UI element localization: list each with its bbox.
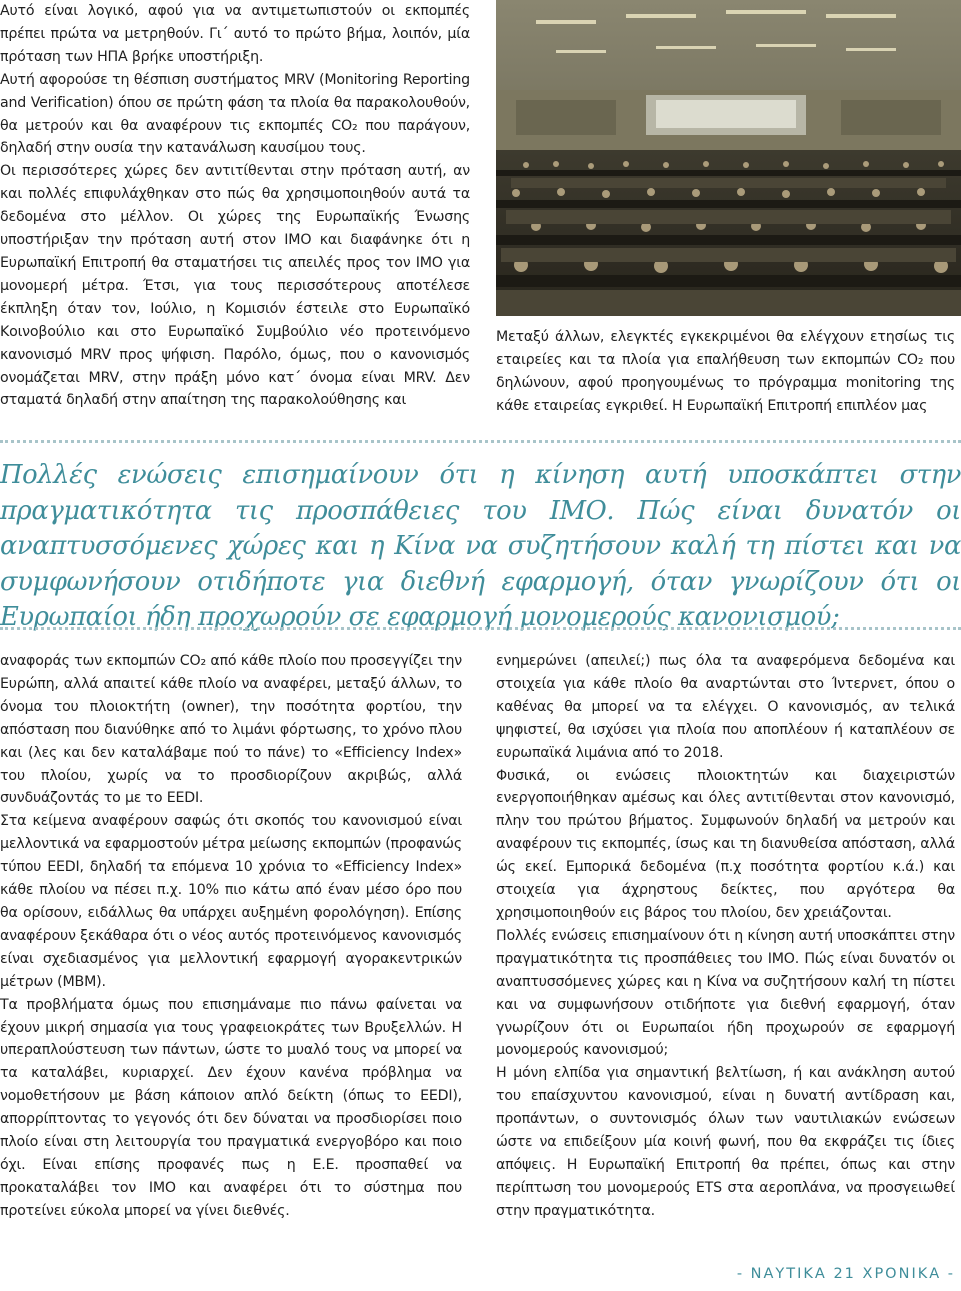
paragraph: Η μόνη ελπίδα για σημαντική βελτίωση, ή και ανάκληση αυτού του επαίσχυντου κανονισμού, είναι η δυνατή αντίδραση και, προπάντων, ο συντονισμός όλων των ναυτιλιακών ενώσεων ώστε να επιδείξουν μία κοινή φωνή, που θα εκφράζει τις ίδιες απόψεις. Η Ευρωπαϊκή Επιτροπή θα πρέπει, όπως και στην περίπτωση του μονομερούς ETS στα αεροπλάνα, να προσγειωθεί στην πραγματικότητα. [496, 1065, 955, 1219]
article-column-top-right [496, 326, 955, 418]
paragraph: Τα προβλήματα όμως που επισημάναμε πιο πάνω φαίνεται να έχουν μικρή σημασία για τους γραφειοκράτες των Βρυξελλών. Η υπεραπλούστευση των πάντων, ώστε το μυαλό τους να μπορεί να τα καταλάβει, κυριαρχεί. Δεν έχουν κανένα πρόβλημα να νομοθετήσουν με βάση κάποιον απλό δείκτη (όπως το EEDI), απορρίπτοντας το γεγονός ότι δεν δύναται να προσδιορίσει ποιο πλοίο είναι στη λειτουργία του πραγματικά ενεργοβόρο και ποιο όχι. Είναι επίσης προφανές πως η Ε.Ε. προσπαθεί να προκαταλάβει τον ΙΜΟ και αναφέρει ότι το σύστημα που προτείνει εύκολα μπορεί να γίνει διεθνές. [0, 996, 462, 1219]
paragraph: ενημερώνει (απειλεί;) πως όλα τα αναφερόμενα δεδομένα και στοιχεία για κάθε πλοίο θα αναρτώνται στο Ίντερνετ, όπου ο καθένας θα μπορεί να τα ελέγχει. Ο κανονισμός, αν τελικά ψηφιστεί, θα ισχύσει για πλοία που αποπλέουν ή καταπλέουν σε ευρωπαϊκά λιμάνια από το 2018. [496, 653, 955, 761]
conference-hall-illustration [496, 0, 961, 316]
paragraph: Πολλές ενώσεις επισημαίνουν ότι η κίνηση αυτή υποσκάπτει στην πραγματικότητα τις προσπάθειες του ΙΜΟ. Πώς είναι δυνατόν οι αναπτυσσόμενες χώρες και η Κίνα να συζητήσουν καλή τη πίστει και να συμφωνήσουν οτιδήποτε για διεθνή εφαρμογή, όταν γνωρίζουν ότι οι Ευρωπαίοι ήδη προχωρούν σε εφαρμογή μονομερούς κανονισμού; [496, 927, 955, 1059]
paragraph: Φυσικά, οι ενώσεις πλοιοκτητών και διαχειριστών ενεργοποιήθηκαν αμέσως και όλες αντιτίθενται στον κανονισμό, πλην του πρώτου βήματος. Συμφωνούν δηλαδή να μετρούν και αναφέρουν τις εκπομπές, ίσως και τη διανυθείσα απόσταση, αλλά ώς εκεί. Εμπορικά δεδομένα (π.χ ποσότητα φορτίου κ.ά.) και στοιχεία για άχρηστους δείκτες, που αργότερα θα χρησιμοποιηθούν εις βάρος του πλοίου, δεν χρειάζονται. [496, 767, 955, 921]
article-column-bottom-right [496, 650, 955, 1223]
paragraph: Αυτή αφορούσε τη θέσπιση συστήματος MRV (Monitoring Reporting and Verification) όπου σε πρώτη φάση τα πλοία θα παρακολουθούν, θα μετρούν και θα αναφέρουν τις εκπομπές CO₂ που παράγουν, δηλαδή στην ουσία την κατανάλωση καυσίμου τους. [0, 71, 470, 157]
divider-bottom [0, 627, 961, 630]
article-column-top-left [0, 0, 470, 412]
paragraph: Οι περισσότερες χώρες δεν αντιτίθενται στην πρόταση αυτή, αν και πολλές επιφυλάχθηκαν στο πώς θα χρησιμοποιηθούν αυτά τα δεδομένα στο μέλλον. Οι χώρες της Ευρωπαϊκής Ένωσης υποστήριξαν την πρόταση αυτή στον ΙΜΟ και διαφάνηκε ότι η Ευρωπαϊκή Επιτροπή θα σταματήσει τις απειλές προς τον ΙΜΟ για μονομερή μέτρα. Έτσι, για τους περισσότερους αποτέλεσε έκπληξη όταν τον, Ιούλιο, η Κομισιόν έστειλε στο Ευρωπαϊκό Κοινοβούλιο και στο Ευρωπαϊκό Συμβούλιο νέο προτεινόμενο κανονισμό MRV προς ψήφιση. Παρόλο, όμως, που ο κανονισμός ονομάζεται MRV, στην πράξη μόνο κατ΄ όνομα είναι MRV. Δεν σταματά δηλαδή στην απαίτηση της παρακολούθησης και [0, 163, 470, 409]
divider-top [0, 440, 961, 443]
page-footer: - ΝΑΥΤΙΚΑ 21 ΧΡΟΝΙΚΑ - [736, 1266, 955, 1282]
article-column-bottom-left [0, 650, 462, 1223]
paragraph: Αυτό είναι λογικό, αφού για να αντιμετωπιστούν οι εκπομπές πρέπει πρώτα να μετρηθούν. Γι΄ αυτό το πρώτο βήμα, λοιπόν, μία πρόταση των ΗΠΑ βρήκε υποστήριξη. [0, 3, 470, 65]
paragraph: Στα κείμενα αναφέρουν σαφώς ότι σκοπός του κανονισμού είναι μελλοντικά να εφαρμοστούν μέτρα μείωσης εκπομπών (προφανώς τύπου EEDI, δηλαδή τα επόμενα 10 χρόνια το «Efficiency Index» κάθε πλοίου να πέσει π.χ. 10% πιο κάτω από έναν μέσο όρο που θα ορίσουν, ειδάλλως θα υπάρχει αυξημένη φορολόγηση). Επίσης αναφέρουν ξεκάθαρα ότι ο νέος αυτός προτεινόμενος κανονισμός είναι σχεδιασμένος για μελλοντική εφαρμογή αγορακεντρικών μέτρων (MBM). [0, 813, 462, 990]
conference-hall-photo [496, 0, 961, 316]
pull-quote: Πολλές ενώσεις επισημαίνουν ότι η κίνηση αυτή υποσκάπτει στην πραγματικότητα τις προσπάθειες του ΙΜΟ. Πώς είναι δυνατόν οι αναπτυσσόμενες χώρες και η Κίνα να συζητήσουν καλή τη πίστει και να συμφωνήσουν οτιδήποτε για διεθνή εφαρμογή, όταν γνωρίζουν ότι οι Ευρωπαίοι ήδη προχωρούν σε εφαρμογή μονομερούς κανονισμού; [0, 460, 961, 633]
paragraph: Μεταξύ άλλων, ελεγκτές εγκεκριμένοι θα ελέγχουν ετησίως τις εταιρείες και τα πλοία για επαλήθευση των εκπομπών CO₂ που δηλώνουν, αφού προηγουμένως το πρόγραμμα monitoring της κάθε εταιρείας εγκριθεί. Η Ευρωπαϊκή Επιτροπή επιπλέον μας [496, 329, 955, 414]
paragraph: αναφοράς των εκπομπών CO₂ από κάθε πλοίο που προσεγγίζει την Ευρώπη, αλλά απαιτεί κάθε πλοίο να αναφέρει, μεταξύ άλλων, το όνομα του πλοιοκτήτη (owner), την ποσότητα φορτίου, την απόσταση που διανύθηκε από το λιμάνι φόρτωσης, το χρόνο πλου και (λες και δεν καταλάβαμε πού το πάνε) το «Efficiency Index» του πλοίου, χωρίς να το προσδιορίζουν ακριβώς, αλλά συνδυάζοντάς το με το EEDI. [0, 653, 462, 807]
